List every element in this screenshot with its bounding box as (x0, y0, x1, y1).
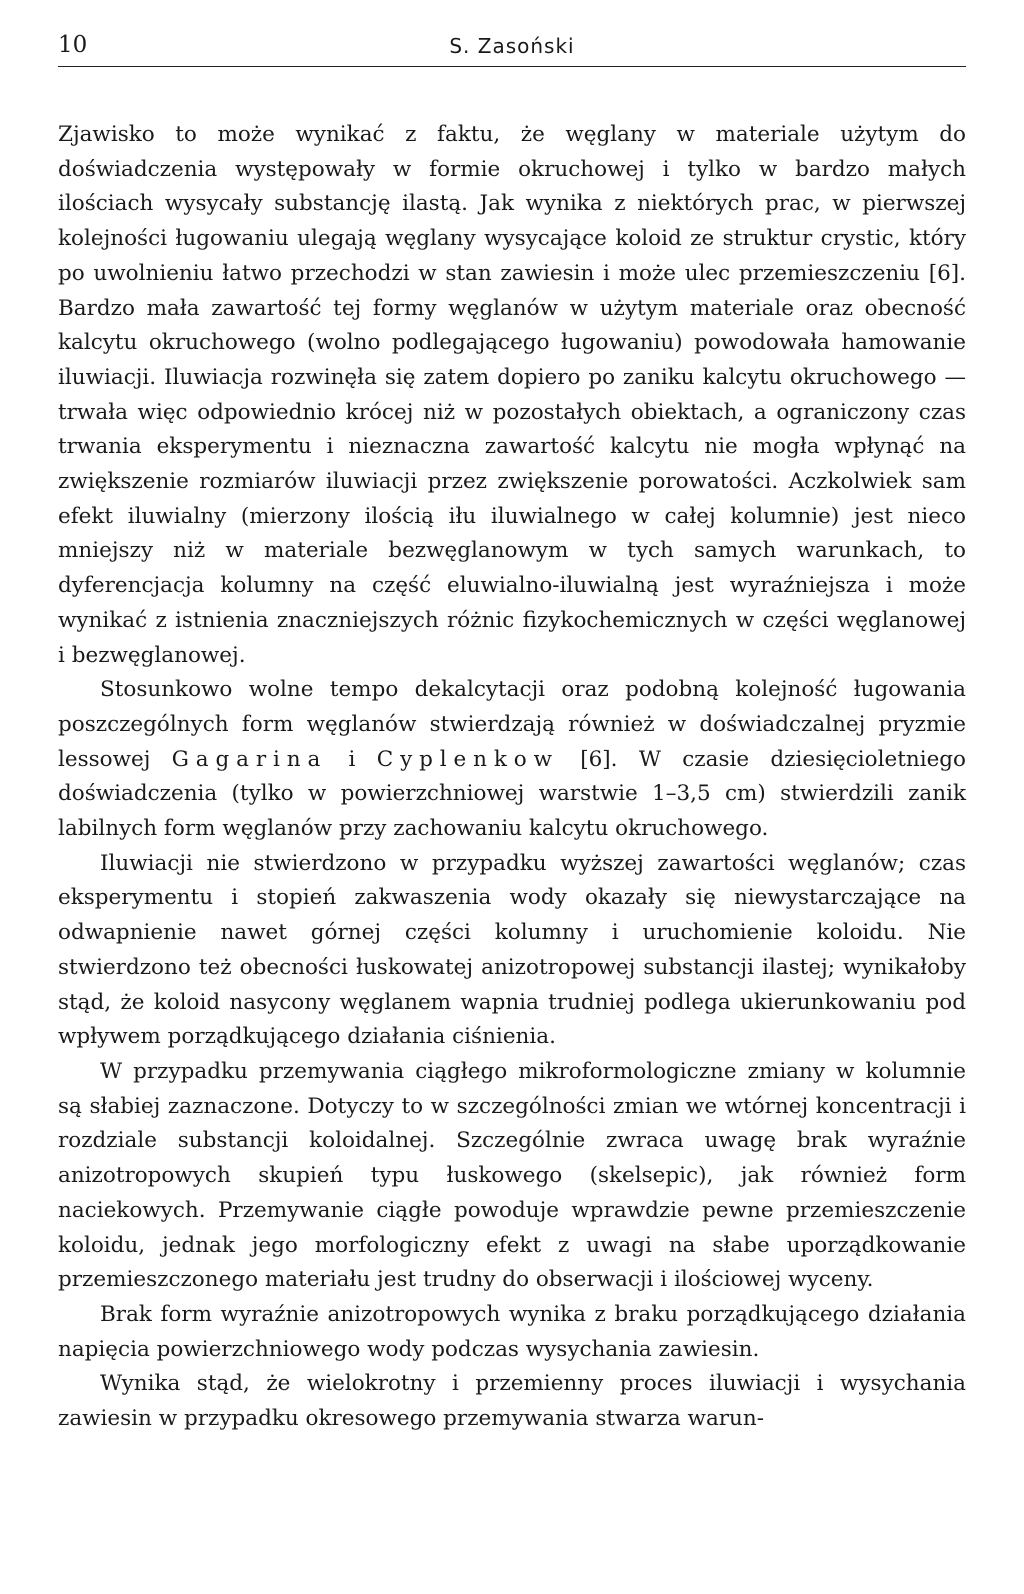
body-text (58, 118, 966, 1437)
paragraph (58, 673, 966, 847)
paragraph: W przypadku przemywania ciągłego mikroformologiczne zmiany w kolumnie są słabiej zaznaczone. Dotyczy to w szczególności zmian we wtórnej koncentracji i rozdziale substancji koloidalnej. Szczególnie zwraca uwagę brak wyraźnie anizotropowych skupień typu łuskowego (skelsepic), jak również form naciekowych. Przemywanie ciągłe powoduje wprawdzie pewne przemieszczenie koloidu, jednak jego morfologiczny efekt z uwagi na słabe uporządkowanie przemieszczonego materiału jest trudny do obserwacji i ilościowej wyceny. (58, 1058, 966, 1293)
paragraph: Brak form wyraźnie anizotropowych wynika z braku porządkującego działania napięcia powierzchniowego wody podczas wysychania zawiesin. (58, 1301, 966, 1362)
paragraph-text: [6]. W czasie dziesięcioletniego doświadczenia (tylko w powierzchniowej warstwie 1–3,5 cm) stwierdzili zanik labilnych form węglanów przy zachowaniu kalcytu okruchowego. (58, 746, 967, 842)
page-header (58, 28, 966, 67)
running-head: S. Zasoński (449, 34, 575, 58)
paragraph-text: Stosunkowo wolne tempo dekalcytacji oraz podobną kolejność ługowania poszczególnych form węglanów stwierdzają również w doświadczalnej pryzmie lessowej (58, 677, 966, 772)
page (58, 28, 966, 1437)
paragraph: Wynika stąd, że wielokrotny i przemienny proces iluwiacji i wysychania zawiesin w przypadku okresowego przemywania stwarza warun- (58, 1371, 966, 1432)
paragraph: Iluwiacji nie stwierdzono w przypadku wyższej zawartości węglanów; czas eksperymentu i stopień zakwaszenia wody okazały się niewystarczające na odwapnienie nawet górnej części kolumny i uruchomienie koloidu. Nie stwierdzono też obecności łuskowatej anizotropowej substancji ilastej; wynikałoby stąd, że koloid nasycony węglanem wapnia trudniej podlega ukierunkowaniu pod wpływem porządkującego działania ciśnienia. (58, 850, 966, 1050)
author-name: Cyplenkow (376, 746, 559, 772)
page-number: 10 (58, 32, 88, 58)
paragraph: Zjawisko to może wynikać z faktu, że węglany w materiale użytym do doświadczenia występowały w formie okruchowej i tylko w bardzo małych ilościach wysycały substancję ilastą. Jak wynika z niektórych prac, w pierwszej kolejności ługowaniu ulegają węglany wysycające koloid ze struktur crystic, który po uwolnieniu łatwo przechodzi w stan zawiesin i może ulec przemieszczeniu [6]. Bardzo mała zawartość tej formy węglanów w użytym materiale oraz obecność kalcytu okruchowego (wolno podlegającego ługowaniu) powodowała hamowanie iluwiacji. Iluwiacja rozwinęła się zatem dopiero po zaniku kalcytu okruchowego — trwała więc odpowiednio krócej niż w pozostałych obiektach, a ograniczony czas trwania eksperymentu i nieznaczna zawartość kalcytu nie mogła wpłynąć na zwiększenie rozmiarów iluwiacji przez zwiększenie porowatości. Aczkolwiek sam efekt iluwialny (mierzony ilością iłu iluwialnego w całej kolumnie) jest nieco mniejszy niż w materiale bezwęglanowym w tych samych warunkach, to dyferencjacja kolumny na część eluwialno-iluwialną jest wyraźniejsza i może wynikać z istnienia znaczniejszych różnic fizykochemicznych w części węglanowej i bezwęglanowej. (58, 122, 966, 668)
author-name: Gagarina (171, 746, 328, 772)
paragraph-text: i (327, 746, 377, 772)
